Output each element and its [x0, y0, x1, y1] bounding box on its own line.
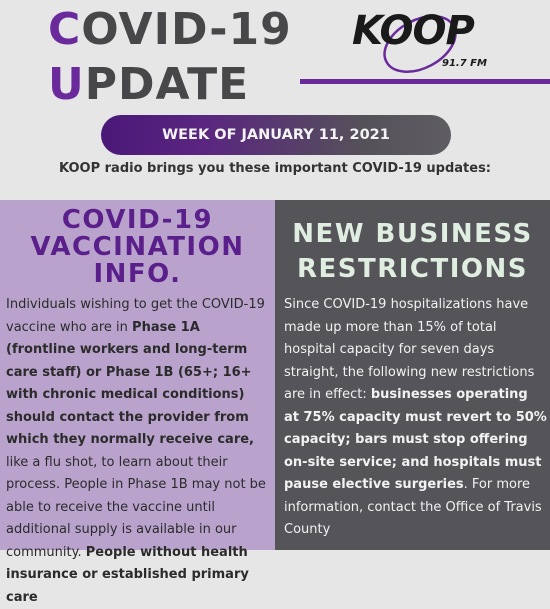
vaccination-heading-line: INFO. — [93, 259, 182, 289]
restrictions-text-bold: businesses operating at 75% capacity must revert to 50% capacity; bars must stop offering on-site service; and hospitals must pause elective surgeries — [284, 387, 547, 492]
title-cap-c: C — [48, 4, 82, 55]
title-rest-1: OVID-19 — [81, 4, 292, 55]
vaccination-text: like a flu shot, to learn about their process. People in Phase 1B may not be able to receive the vaccine until additional supply is available in our community. — [6, 454, 266, 560]
restrictions-heading-line: RESTRICTIONS — [296, 254, 528, 284]
logo-text: KOOP — [352, 8, 474, 54]
koop-logo — [340, 2, 540, 87]
logo-frequency: 91.7 FM — [442, 58, 487, 69]
vaccination-text-bold: Phase 1A (frontline workers and long-term care staff) or Phase 1B (65+; 16+ with chronic medical conditions) should contact the provider from which they normally receive care, — [6, 319, 254, 447]
restrictions-heading-line: NEW BUSINESS — [292, 219, 533, 249]
vaccination-heading-line: COVID-19 — [61, 205, 214, 235]
vaccination-body — [6, 294, 272, 609]
restrictions-panel — [275, 200, 550, 550]
vaccination-heading-line: VACCINATION — [30, 232, 245, 262]
header — [0, 0, 550, 200]
restrictions-heading — [275, 217, 550, 287]
week-banner: WEEK OF JANUARY 11, 2021 — [101, 115, 451, 155]
restrictions-text: . For more information, contact the Office of Travis County — [284, 477, 542, 537]
vaccination-text-bold: People without health insurance or established primary care — [6, 544, 249, 605]
title-line-1 — [48, 2, 292, 57]
restrictions-text: Since COVID-19 hospitalizations have made up more than 15% of total hospital capacity for seven days straight, the following new restrictions are in effect: — [284, 297, 535, 402]
vaccination-text: Individuals wishing to get the COVID-19 vaccine who are in — [6, 297, 265, 335]
title-rest-2: PDATE — [84, 59, 250, 110]
page-title — [48, 2, 292, 112]
restrictions-body — [284, 294, 547, 542]
header-divider — [300, 79, 550, 84]
title-cap-u: U — [48, 59, 85, 110]
intro-text: KOOP radio brings you these important COVID-19 updates: — [58, 161, 492, 176]
vaccination-heading — [0, 207, 275, 288]
title-line-2 — [48, 57, 292, 112]
vaccination-panel — [0, 200, 275, 605]
